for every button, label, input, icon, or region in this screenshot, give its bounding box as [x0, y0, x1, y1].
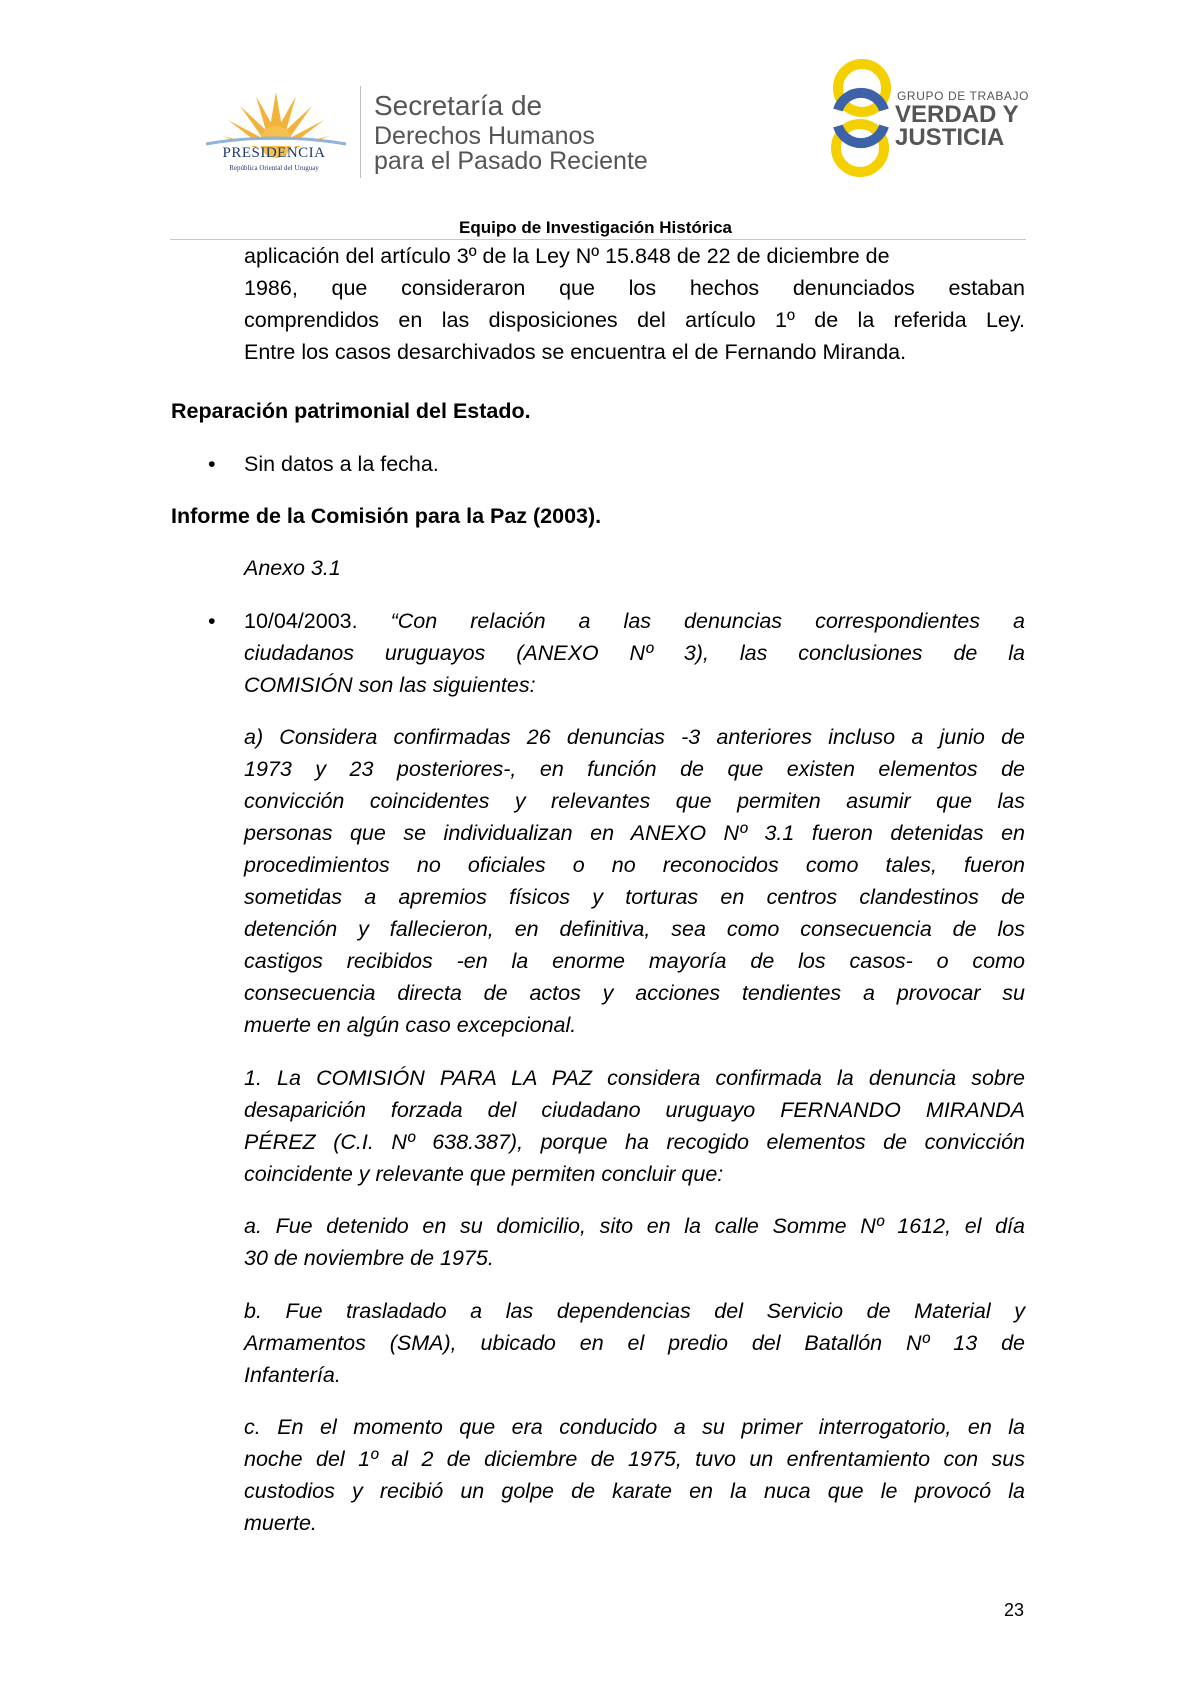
text-line: Infantería.	[244, 1363, 341, 1387]
page-header	[0, 0, 1191, 240]
text-line: noche del 1º al 2 de diciembre de 1975, tuvo un enfrentamiento con sus	[244, 1447, 1025, 1471]
text-line: Entre los casos desarchivados se encuentra el de Fernando Miranda.	[244, 340, 907, 364]
text-line: convicción coincidentes y relevantes que permiten asumir que las	[244, 789, 1025, 813]
text-line: comprendidos en las disposiciones del artículo 1º de la referida Ley.	[244, 308, 1025, 332]
text-line: b. Fue trasladado a las dependencias del Servicio de Material y	[244, 1299, 1025, 1323]
text-line: coincidente y relevante que permiten concluir que:	[244, 1162, 724, 1186]
bullet-icon: •	[208, 452, 216, 476]
text-line: custodios y recibió un golpe de karate en la nuca que le provocó la	[244, 1479, 1025, 1503]
team-title: Equipo de Investigación Histórica	[459, 218, 732, 237]
quote-date: 10/04/2003.	[244, 609, 358, 633]
text-line: personas que se individualizan en ANEXO Nº 3.1 fueron detenidas en	[244, 821, 1025, 845]
vyj-subtitle: GRUPO DE TRABAJO	[897, 89, 1030, 103]
text-line: Armamentos (SMA), ubicado en el predio del Batallón Nº 13 de	[244, 1331, 1025, 1355]
secretaria-line1: Secretaría de	[374, 90, 543, 121]
bullet-icon: •	[208, 609, 216, 633]
text-line: PÉREZ (C.I. Nº 638.387), porque ha recogido elementos de convicción	[244, 1130, 1025, 1154]
presidencia-label: PRESIDENCIA	[222, 145, 326, 161]
text-line: a. Fue detenido en su domicilio, sito en la calle Somme Nº 1612, el día	[244, 1214, 1025, 1238]
text-line: consecuencia directa de actos y acciones tendientes a provocar su	[244, 981, 1025, 1005]
secretaria-line3: para el Pasado Reciente	[374, 147, 648, 175]
text-line: COMISIÓN son las siguientes:	[244, 673, 536, 697]
text-line: muerte.	[244, 1511, 317, 1535]
text-line: muerte en algún caso excepcional.	[244, 1013, 577, 1037]
bullet-quote-line	[244, 605, 1025, 637]
text-line: 30 de noviembre de 1975.	[244, 1246, 494, 1270]
vyj-title-line1: VERDAD Y	[895, 101, 1019, 128]
text-line: ciudadanos uruguayos (ANEXO Nº 3), las conclusiones de la	[244, 641, 1025, 665]
text-line: 1. La COMISIÓN PARA LA PAZ considera confirmada la denuncia sobre	[244, 1066, 1025, 1090]
presidencia-sub: República Oriental del Uruguay	[229, 164, 319, 172]
vyj-title-line2: JUSTICIA	[895, 124, 1005, 151]
section-heading: Reparación patrimonial del Estado.	[171, 399, 531, 423]
header-divider	[360, 86, 361, 178]
page-number: 23	[1004, 1600, 1025, 1620]
text-line: desaparición forzada del ciudadano uruguayo FERNANDO MIRANDA	[244, 1098, 1025, 1122]
text-line: 1986, que consideraron que los hechos denunciados estaban	[244, 276, 1025, 300]
verdad-justicia-rings-logo	[820, 58, 900, 180]
text-line: 1973 y 23 posteriores-, en función de que existen elementos de	[244, 757, 1025, 781]
text-line: procedimientos no oficiales o no reconocidos como tales, fueron	[244, 853, 1025, 877]
text-line: a) Considera confirmadas 26 denuncias -3 anteriores incluso a junio de	[244, 725, 1025, 749]
anexo-label: Anexo 3.1	[244, 556, 341, 580]
text-line: castigos recibidos -en la enorme mayoría de los casos- o como	[244, 949, 1025, 973]
text-line: aplicación del artículo 3º de la Ley Nº 15.848 de 22 de diciembre de	[244, 244, 890, 268]
secretaria-line2: Derechos Humanos	[374, 122, 595, 150]
text-line: sometidas a apremios físicos y torturas en centros clandestinos de	[244, 885, 1025, 909]
section-heading: Informe de la Comisión para la Paz (2003).	[171, 504, 602, 528]
text-line: c. En el momento que era conducido a su primer interrogatorio, en la	[244, 1415, 1025, 1439]
text-line: detención y fallecieron, en definitiva, sea como consecuencia de los	[244, 917, 1025, 941]
quote-text: “Con relación a las denuncias correspondientes a	[390, 609, 1025, 633]
bullet-text: Sin datos a la fecha.	[244, 452, 439, 476]
